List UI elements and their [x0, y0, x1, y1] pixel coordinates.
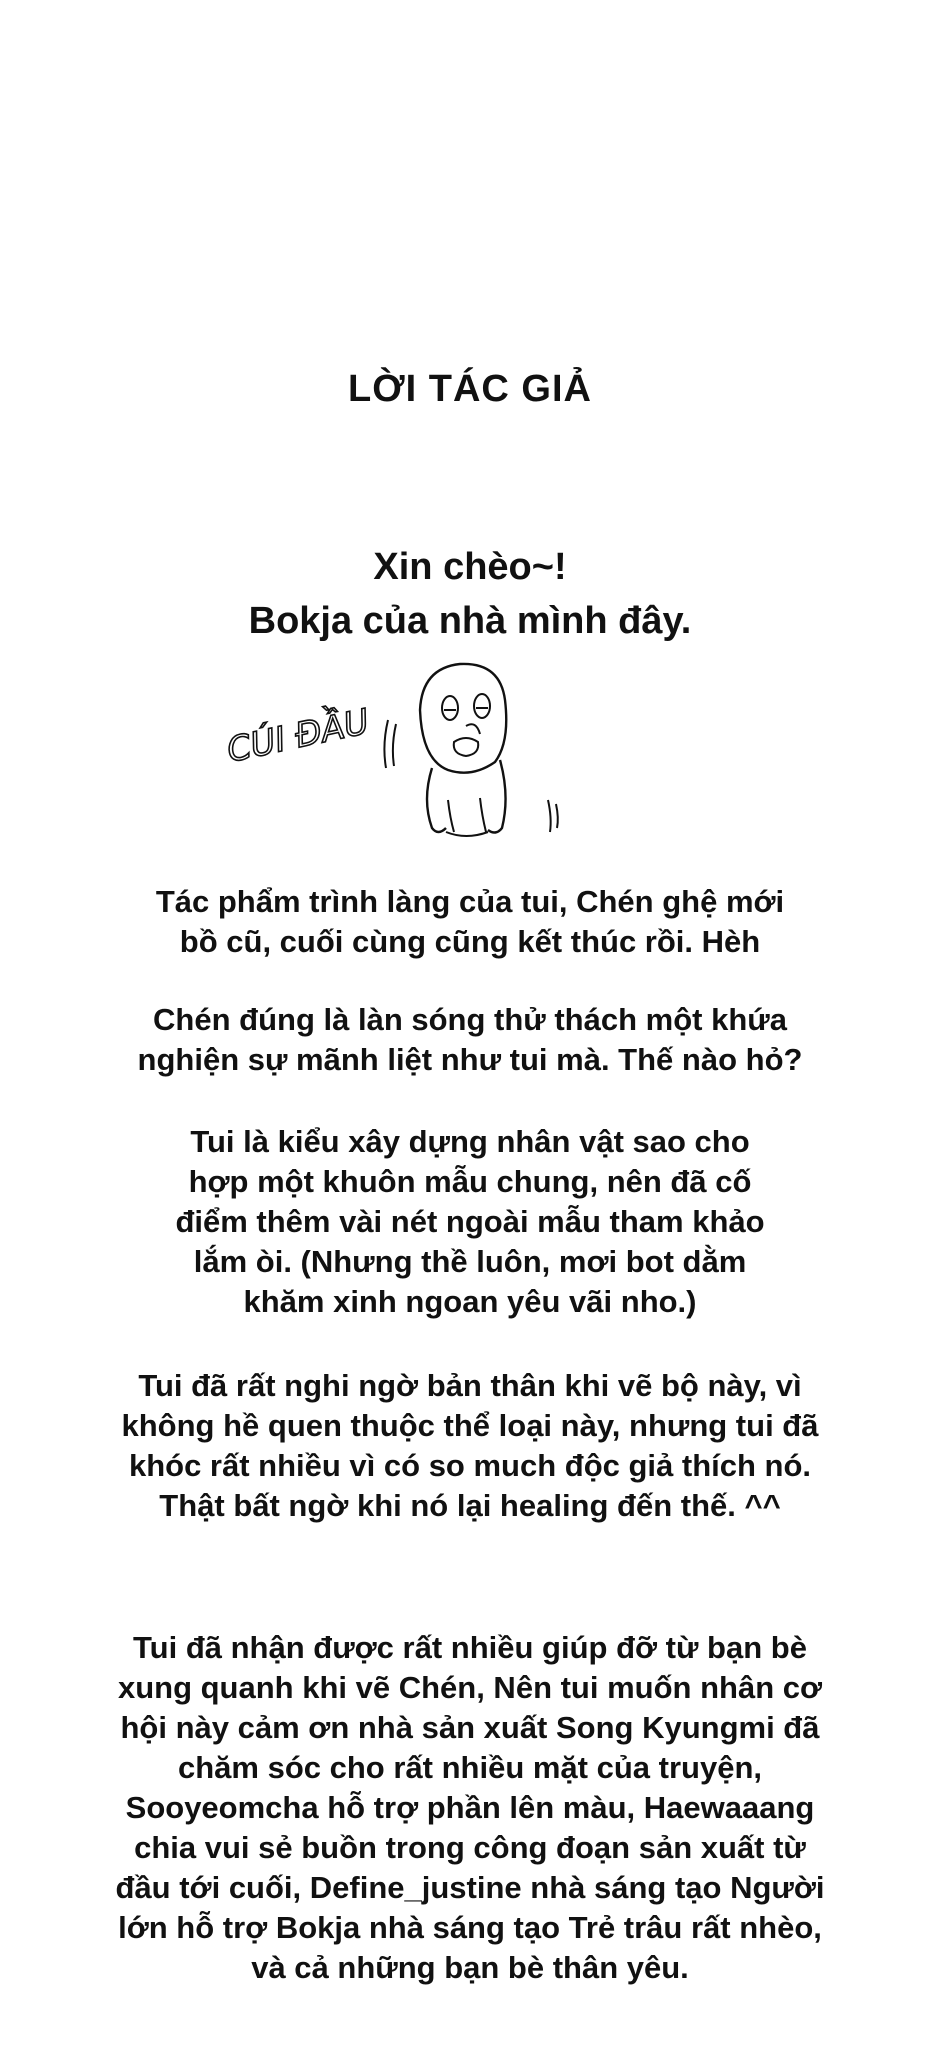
paragraph-line: chia vui sẻ buồn trong công đoạn sản xuất từ	[134, 1830, 806, 1865]
paragraph-line: khóc rất nhiều vì có so much độc giả thích nó.	[128, 1448, 812, 1483]
paragraph-line: Tui đã nhận được rất nhiều giúp đỡ từ bạn bè	[133, 1630, 807, 1665]
paragraph-line: không hề quen thuộc thể loại này, nhưng tui đã	[121, 1408, 819, 1443]
paragraph	[40, 882, 900, 962]
paragraph-line: Tui là kiểu xây dựng nhân vật sao cho	[190, 1124, 750, 1159]
paragraph-line: lắm òi. (Nhưng thề luôn, mơi bot dằm	[193, 1244, 747, 1279]
paragraph-line: đầu tới cuối, Define_justine nhà sáng tạo Người	[115, 1870, 825, 1905]
paragraph-line: Tác phẩm trình làng của tui, Chén ghệ mới	[155, 884, 785, 919]
paragraph	[40, 1628, 900, 1988]
paragraph-line: Thật bất ngờ khi nó lại healing đến thế. ^^	[159, 1488, 781, 1523]
paragraph-line: Sooyeomcha hỗ trợ phần lên màu, Haewaaang	[125, 1790, 815, 1825]
paragraph-line: hợp một khuôn mẫu chung, nên đã cố	[188, 1164, 752, 1199]
greeting	[0, 540, 940, 648]
paragraph-line: nghiện sự mãnh liệt như tui mà. Thế nào hỏ?	[137, 1042, 803, 1077]
paragraph	[40, 1122, 900, 1322]
paragraph-line: hội này cảm ơn nhà sản xuất Song Kyungmi đã	[120, 1710, 820, 1745]
paragraph	[40, 1366, 900, 1526]
greeting-line: Bokja của nhà mình đây.	[248, 600, 692, 642]
greeting-line: Xin chèo~!	[373, 546, 567, 588]
paragraph-line: điểm thêm vài nét ngoài mẫu tham khảo	[175, 1204, 765, 1239]
page-title: LỜI TÁC GIẢ	[348, 368, 592, 410]
paragraph-line: khăm xinh ngoan yêu vãi nho.)	[243, 1284, 697, 1319]
paragraph-line: xung quanh khi vẽ Chén, Nên tui muốn nhân cơ	[117, 1670, 823, 1705]
doodle-caption: CÚI ĐẦU	[223, 701, 373, 771]
paragraph-line: lớn hỗ trợ Bokja nhà sáng tạo Trẻ trâu rất nhèo,	[118, 1910, 822, 1945]
paragraph	[40, 1000, 900, 1080]
paragraph-line: Chén đúng là làn sóng thử thách một khứa	[153, 1002, 787, 1037]
paragraph-line: Tui đã rất nghi ngờ bản thân khi vẽ bộ này, vì	[138, 1368, 802, 1403]
bowing-character-icon	[210, 650, 590, 850]
paragraph-line: và cả những bạn bè thân yêu.	[251, 1950, 689, 1985]
paragraph-line: bồ cũ, cuối cùng cũng kết thúc rồi. Hèh	[179, 924, 761, 959]
paragraph-line: chăm sóc cho rất nhiều mặt của truyện,	[178, 1750, 762, 1785]
